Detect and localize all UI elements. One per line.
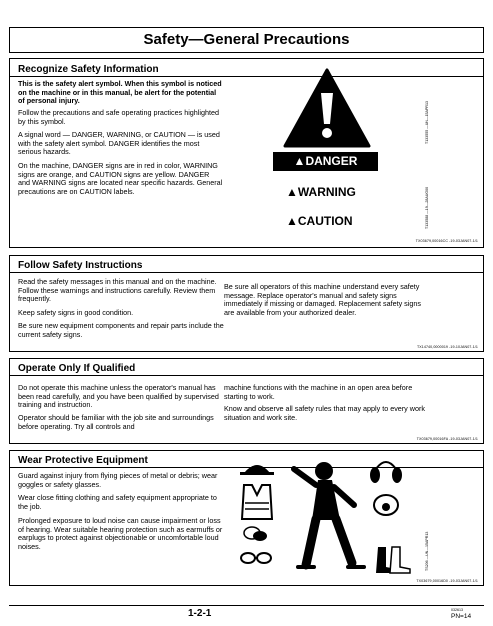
recognize-p3: On the machine, DANGER signs are in red in color, WARNING signs are orange, and CAUTION signs are yellow. DANGER and WARNING signs are located near specific hazards. General precautions are on CAUTION labels.: [18, 161, 223, 196]
wear-ref-code: TX03679,00016D0 -19-03JAN07-1/1: [416, 579, 478, 583]
recognize-p2: A signal word — DANGER, WARNING, or CAUTION — is used with the safety alert symbol. DANGER identifies the most serious hazards.: [18, 130, 220, 157]
operate-qualified-title: Operate Only If Qualified: [18, 363, 136, 374]
operate-p1: Do not operate this machine unless the operator's manual has been read carefully, and you have been qualified by supervised training and instruction.: [18, 383, 219, 410]
worker-figure-icon: [294, 462, 364, 567]
operate-p2: Operator should be familiar with the job site and surroundings before operating. Try all controls and: [18, 413, 214, 431]
section-divider: [10, 272, 483, 273]
figure-id-signals: T133588 —19—28AUG00: [425, 186, 429, 229]
section-divider: [10, 76, 483, 77]
recognize-safety-panel: [9, 58, 484, 248]
earmuffs-icon: [370, 462, 402, 483]
operate-ref-code: TX03679,00016FA -19-03JAN07-1/1: [416, 437, 478, 441]
follow-p4: Be sure all operators of this machine understand every safety message. Replace operator's manual and safety signs immediately if missing or damaged. Replacement safety signs are available from your authorized dealer.: [224, 282, 421, 317]
goggles-icon: [241, 553, 271, 563]
caution-signal-word: ▲CAUTION: [286, 214, 353, 228]
figure-id-alert: T133555 —UN—15APR13: [425, 101, 429, 144]
follow-p1: Read the safety messages in this manual and on the machine. Follow these warnings and instructions carefully. Review them frequently.: [18, 277, 217, 304]
recognize-p1: Follow the precautions and safe operating practices highlighted by this symbol.: [18, 108, 219, 126]
page-title-box: [9, 27, 484, 53]
warning-signal-word: ▲WARNING: [286, 185, 356, 199]
figure-id-equipment: TS206 —UN—15APR13: [425, 531, 429, 571]
recognize-bold-text: This is the safety alert symbol. When this symbol is noticed on the machine or in this manual, be alert for the potential of personal injury.: [18, 79, 222, 106]
follow-p2: Keep safety signs in good condition.: [18, 308, 134, 317]
safety-vest-icon: [242, 485, 272, 519]
footer-rule: [9, 605, 484, 606]
page-code: 032613: [451, 608, 463, 612]
wear-p2: Wear close fitting clothing and safety equipment appropriate to the job.: [18, 493, 217, 511]
section-divider: [10, 375, 483, 376]
safety-alert-symbol-icon: [282, 67, 372, 149]
protective-equipment-illustration: [236, 455, 416, 579]
operate-qualified-panel: [9, 358, 484, 444]
gloves-icon: [244, 527, 267, 541]
hard-hat-icon: [240, 465, 274, 475]
follow-safety-panel: [9, 255, 484, 352]
caution-alert-icon: ▲: [286, 214, 298, 228]
operate-p3: machine functions with the machine in an open area before starting to work.: [224, 383, 413, 401]
follow-ref-code: TX14740,0000019 -19-10JAN07-1/1: [416, 345, 478, 349]
page-title: Safety—General Precautions: [143, 31, 350, 48]
operate-p4: Know and observe all safety rules that may apply to every work situation and work site.: [224, 404, 425, 422]
wear-p1: Guard against injury from flying pieces of metal or debris; wear goggles or safety glasses.: [18, 471, 218, 489]
recognize-safety-title: Recognize Safety Information: [18, 64, 159, 75]
wear-protective-title: Wear Protective Equipment: [18, 455, 148, 466]
page-pn: PN=14: [451, 613, 472, 620]
follow-safety-title: Follow Safety Instructions: [18, 260, 143, 271]
respirator-icon: [374, 495, 398, 515]
recognize-ref-code: TX03679,00016CC -19-03JAN07-1/1: [415, 239, 478, 243]
page-number: 1-2-1: [188, 608, 212, 619]
boots-icon: [376, 547, 410, 573]
follow-p3: Be sure new equipment components and repair parts include the current safety signs.: [18, 321, 224, 339]
wear-protective-panel: [9, 450, 484, 586]
wear-p3: Prolonged exposure to loud noise can cause impairment or loss of hearing. Wear suitable hearing protection such as earmuffs or earplugs to protect against objectionable or uncomfortable loud noises.: [18, 516, 223, 551]
danger-signal-badge: ▲DANGER: [273, 152, 378, 171]
warning-alert-icon: ▲: [286, 185, 298, 199]
danger-alert-icon: ▲: [293, 154, 306, 168]
